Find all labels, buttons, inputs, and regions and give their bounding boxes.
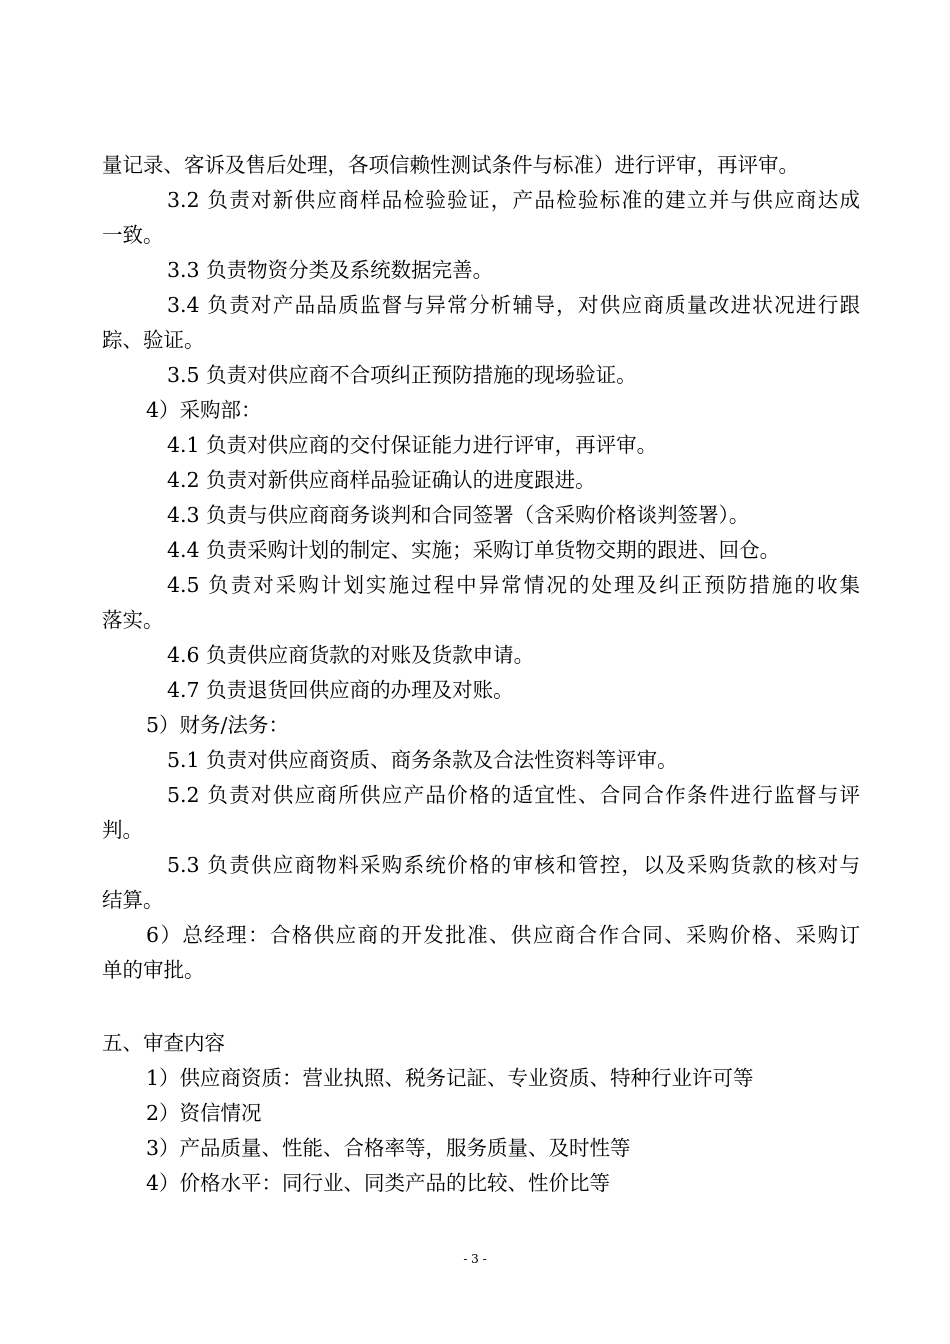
list-item: 4）价格水平：同行业、同类产品的比较、性价比等 [146, 1171, 611, 1195]
paragraph-line: 3.3 负责物资分类及系统数据完善。 [167, 258, 494, 282]
paragraph-line: 4.3 负责与供应商商务谈判和合同签署（含采购价格谈判签署）。 [167, 503, 750, 527]
paragraph-line: 3.4 负责对产品品质监督与异常分析辅导，对供应商质量改进状况进行跟 [167, 293, 860, 317]
paragraph-line: 4.7 负责退货回供应商的办理及对账。 [167, 678, 514, 702]
section-heading: 五、审查内容 [102, 1031, 225, 1055]
paragraph-line: 5.2 负责对供应商所供应产品价格的适宜性、合同合作条件进行监督与评 [167, 783, 860, 807]
paragraph-line: 结算。 [102, 888, 164, 912]
paragraph-line: 判。 [102, 818, 143, 842]
paragraph-line: 3.2 负责对新供应商样品检验验证，产品检验标准的建立并与供应商达成 [167, 188, 860, 212]
subsection-heading: 4）采购部： [146, 398, 262, 422]
paragraph-line: 3.5 负责对供应商不合项纠正预防措施的现场验证。 [167, 363, 637, 387]
paragraph-line: 4.6 负责供应商货款的对账及货款申请。 [167, 643, 535, 667]
subsection-heading: 5）财务/法务： [146, 713, 289, 737]
paragraph-line: 4.5 负责对采购计划实施过程中异常情况的处理及纠正预防措施的收集 [167, 573, 860, 597]
paragraph-line: 4.2 负责对新供应商样品验证确认的进度跟进。 [167, 468, 596, 492]
paragraph-line: 量记录、客诉及售后处理，各项信赖性测试条件与标准）进行评审，再评审。 [102, 153, 799, 177]
paragraph-line: 5.1 负责对供应商资质、商务条款及合法性资料等评审。 [167, 748, 678, 772]
list-item: 2）资信情况 [146, 1101, 262, 1125]
paragraph-line: 一致。 [102, 223, 164, 247]
paragraph-line: 6）总经理：合格供应商的开发批准、供应商合作合同、采购价格、采购订 [146, 923, 860, 947]
list-item: 3）产品质量、性能、合格率等，服务质量、及时性等 [146, 1136, 631, 1160]
paragraph-line: 落实。 [102, 608, 164, 632]
paragraph-line: 4.1 负责对供应商的交付保证能力进行评审，再评审。 [167, 433, 658, 457]
paragraph-line: 5.3 负责供应商物料采购系统价格的审核和管控，以及采购货款的核对与 [167, 853, 860, 877]
paragraph-line: 踪、验证。 [102, 328, 205, 352]
paragraph-line: 4.4 负责采购计划的制定、实施；采购订单货物交期的跟进、回仓。 [167, 538, 781, 562]
paragraph-line: 单的审批。 [102, 958, 205, 982]
list-item: 1）供应商资质：营业执照、税务记証、专业资质、特种行业许可等 [146, 1066, 754, 1090]
page-number: - 3 - [463, 1252, 487, 1266]
